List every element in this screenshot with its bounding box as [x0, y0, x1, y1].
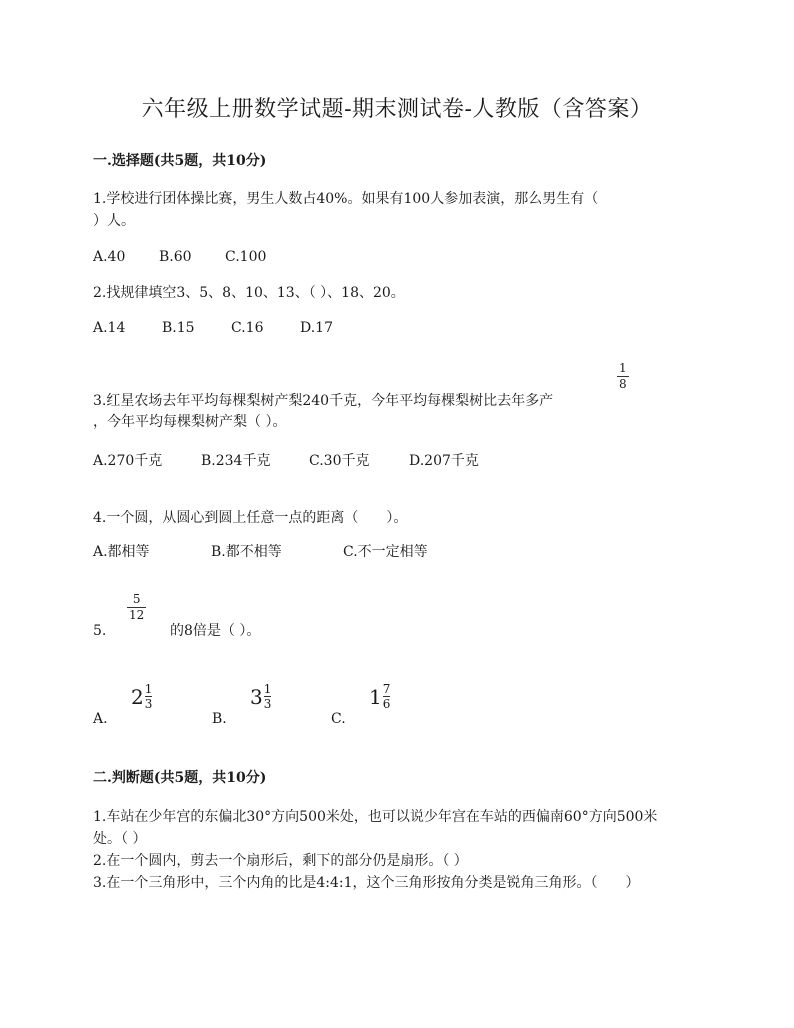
mixed-whole: 1	[369, 684, 382, 709]
mixed-numerator: 1	[263, 682, 272, 696]
mixed-numerator: 7	[382, 682, 391, 696]
question-1-option-b: B.60	[159, 249, 192, 265]
question-5-text: 的8倍是（ ）。	[170, 623, 261, 639]
question-5-option-b-label: B.	[212, 711, 227, 727]
section-heading-judgment: 二.判断题(共5题，共10分)	[93, 770, 267, 786]
question-5-option-a-mixed-number	[131, 683, 152, 710]
question-1-option-c: C.100	[225, 249, 267, 265]
mixed-whole: 3	[250, 684, 263, 709]
question-3-option-d: D.207千克	[409, 453, 479, 469]
mixed-fraction	[145, 683, 153, 710]
question-2-text: 2.找规律填空3、5、8、10、13、（ ）、18、20。	[93, 285, 405, 301]
question-4-option-c: C.不一定相等	[343, 544, 428, 560]
mixed-whole: 2	[131, 684, 144, 709]
question-5-option-c-mixed-number	[369, 683, 390, 710]
question-5-option-a-label: A.	[93, 711, 108, 727]
question-5-number: 5.	[93, 623, 107, 639]
question-5-option-b-mixed-number	[250, 683, 271, 710]
question-5-fraction-numerator: 5	[132, 592, 141, 606]
question-3-line-1: 3.红星农场去年平均每棵梨树产梨240千克，今年平均每棵梨树比去年多产	[93, 393, 554, 409]
question-3-fraction-numerator: 1	[619, 361, 627, 375]
question-3-option-b: B.234千克	[201, 453, 271, 469]
question-1-option-a: A.40	[93, 249, 126, 265]
question-5-fraction	[127, 593, 146, 622]
judgment-question-2-text: 2.在一个圆内，剪去一个扇形后，剩下的部分仍是扇形。（ ）	[93, 853, 468, 869]
mixed-denominator: 3	[144, 697, 153, 711]
document-title: 六年级上册数学试题-期末测试卷-人教版（含答案）	[141, 97, 653, 122]
question-2-option-a: A.14	[93, 320, 126, 336]
mixed-denominator: 6	[382, 697, 391, 711]
judgment-question-1-line-1: 1.车站在少年宫的东偏北30°方向500米处，也可以说少年宫在车站的西偏南60°方向500米	[93, 809, 658, 825]
question-4-option-a: A.都相等	[93, 544, 150, 560]
question-5-fraction-denominator: 12	[129, 608, 145, 622]
question-2-option-d: D.17	[300, 320, 333, 336]
judgment-question-1-line-2: 处。（ ）	[93, 831, 147, 847]
question-4-text: 4.一个圆，从圆心到圆上任意一点的距离（ ）。	[93, 510, 408, 526]
section-heading-choice: 一.选择题(共5题，共10分)	[93, 153, 267, 169]
question-3-fraction	[617, 362, 629, 391]
question-1-line-2: ）人。	[93, 213, 135, 229]
question-1-line-1: 1.学校进行团体操比赛，男生人数占40%。如果有100人参加表演，那么男生有（	[93, 191, 599, 207]
question-3-fraction-denominator: 8	[619, 377, 627, 391]
mixed-denominator: 3	[263, 697, 272, 711]
mixed-fraction	[264, 683, 272, 710]
question-2-option-b: B.15	[162, 320, 195, 336]
question-4-option-b: B.都不相等	[211, 544, 282, 560]
mixed-numerator: 1	[144, 682, 153, 696]
question-3-option-a: A.270千克	[93, 453, 163, 469]
question-5-option-c-label: C.	[331, 711, 346, 727]
question-3-option-c: C.30千克	[309, 453, 370, 469]
judgment-question-3-text: 3.在一个三角形中，三个内角的比是4:4:1，这个三角形按角分类是锐角三角形。（ ）	[93, 875, 640, 891]
mixed-fraction	[383, 683, 391, 710]
question-2-option-c: C.16	[231, 320, 264, 336]
question-3-line-2: ，今年平均每棵梨树产梨（ ）。	[93, 414, 287, 430]
